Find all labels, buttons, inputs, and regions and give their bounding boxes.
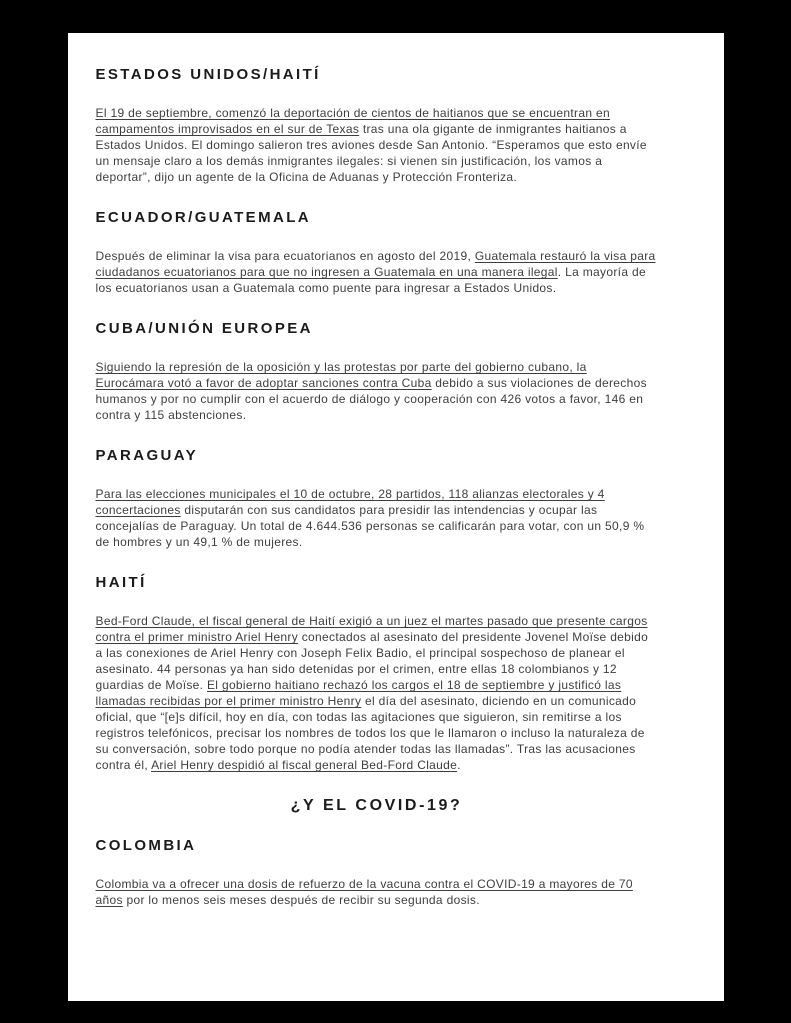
paragraph-text: . (457, 758, 461, 772)
news-link[interactable]: Siguiendo la represión de la oposición y las protestas por parte del gobierno cubano, la Eurocámara votó a favor de adoptar sanciones contra Cuba (95, 360, 587, 390)
section-paragraph (96, 613, 658, 773)
section-paragraph (96, 359, 658, 423)
news-link[interactable]: Para las elecciones municipales el 10 de octubre, 28 partidos, 118 alianzas electorales y 4 concertaciones (95, 487, 605, 517)
news-link[interactable]: El 19 de septiembre, comenzó la deportación de cientos de haitianos que se encuentran en campamentos improvisados en el sur de Texas (95, 106, 610, 136)
paragraph-text: Después de eliminar la visa para ecuatorianos en agosto del 2019, (95, 249, 475, 263)
paragraph-text: disputarán con sus candidatos para presidir las intendencias y ocupar las concejalías de Paraguay. Un total de 4.644.536 personas se calificarán para votar, con un 50,9 % de hombres y un 49,1 % de mujeres. (95, 503, 645, 549)
section-heading: ESTADOS UNIDOS/HAITÍ (95, 66, 321, 83)
section-heading: COLOMBIA (95, 837, 197, 854)
paragraph-text: por lo menos seis meses después de recibir su segunda dosis. (122, 893, 480, 907)
section-paragraph (96, 248, 658, 296)
paragraph-text: debido a sus violaciones de derechos humanos y por no cumplir con el acuerdo de diálogo y cooperación con 426 votos a favor, 146 en contra y 115 abstenciones. (95, 376, 647, 422)
section-paraguay (96, 446, 696, 550)
section-heading: PARAGUAY (95, 447, 199, 464)
section-heading: ECUADOR/GUATEMALA (95, 209, 312, 226)
section-colombia (96, 836, 696, 908)
news-link[interactable]: Guatemala restauró la visa para ciudadanos ecuatorianos para que no ingresen a Guatemala en una manera ilegal (95, 249, 656, 279)
paragraph-text: conectados al asesinato del presidente Jovenel Moïse debido a las conexiones de Ariel Henry con Joseph Felix Badio, el principal sospechoso de planear el asesinato. 44 personas ya han sido detenidas por el crimen, entre ellas 18 colombianos y 12 guardias de Moïse. (95, 630, 649, 692)
paragraph-text: . La mayoría de los ecuatorianos usan a Guatemala como puente para ingresar a Estados Unidos. (95, 265, 646, 295)
section-paragraph (96, 486, 658, 550)
covid-divider-heading: ¿Y EL COVID-19? (290, 797, 463, 814)
section-haiti (96, 573, 696, 773)
section-heading: HAITÍ (95, 574, 147, 591)
news-link[interactable]: Ariel Henry despidió al fiscal general Bed-Ford Claude (151, 758, 458, 772)
section-heading: CUBA/UNIÓN EUROPEA (95, 320, 313, 337)
news-link[interactable]: El gobierno haitiano rechazó los cargos el 18 de septiembre y justificó las llamadas recibidas por el primer ministro Henry (95, 678, 622, 708)
section-ecuador-guatemala (96, 208, 696, 296)
news-link[interactable]: Bed-Ford Claude, el fiscal general de Haití exigió a un juez el martes pasado que presente cargos contra el primer ministro Ariel Henry (95, 614, 648, 644)
newsletter-page (68, 33, 724, 1001)
section-cuba-union-europea (96, 319, 696, 423)
section-estados-unidos-haiti (96, 65, 696, 185)
section-paragraph (96, 105, 658, 185)
paragraph-text: tras una ola gigante de inmigrantes haitianos a Estados Unidos. El domingo salieron tres aviones desde San Antonio. “Esperamos que esto envíe un mensaje claro a los demás inmigrantes ilegales: si vienen sin justificación, los vamos a deportar”, dijo un agente de la Oficina de Aduanas y Protección Fronteriza. (95, 122, 647, 184)
paragraph-text: el día del asesinato, diciendo en un comunicado oficial, que “[e]s difícil, hoy en día, con todas las agitaciones que siguieron, sin remitirse a los registros telefónicos, precisar los nombres de todos los que le llamaron o incluso la naturaleza de su conversación, sobre todo porque no podía atender todas las llamadas”. Tras las acusaciones contra él, (95, 694, 645, 772)
news-link[interactable]: Colombia va a ofrecer una dosis de refuerzo de la vacuna contra el COVID-19 a mayores de 70 años (95, 877, 633, 907)
section-paragraph (96, 876, 658, 908)
